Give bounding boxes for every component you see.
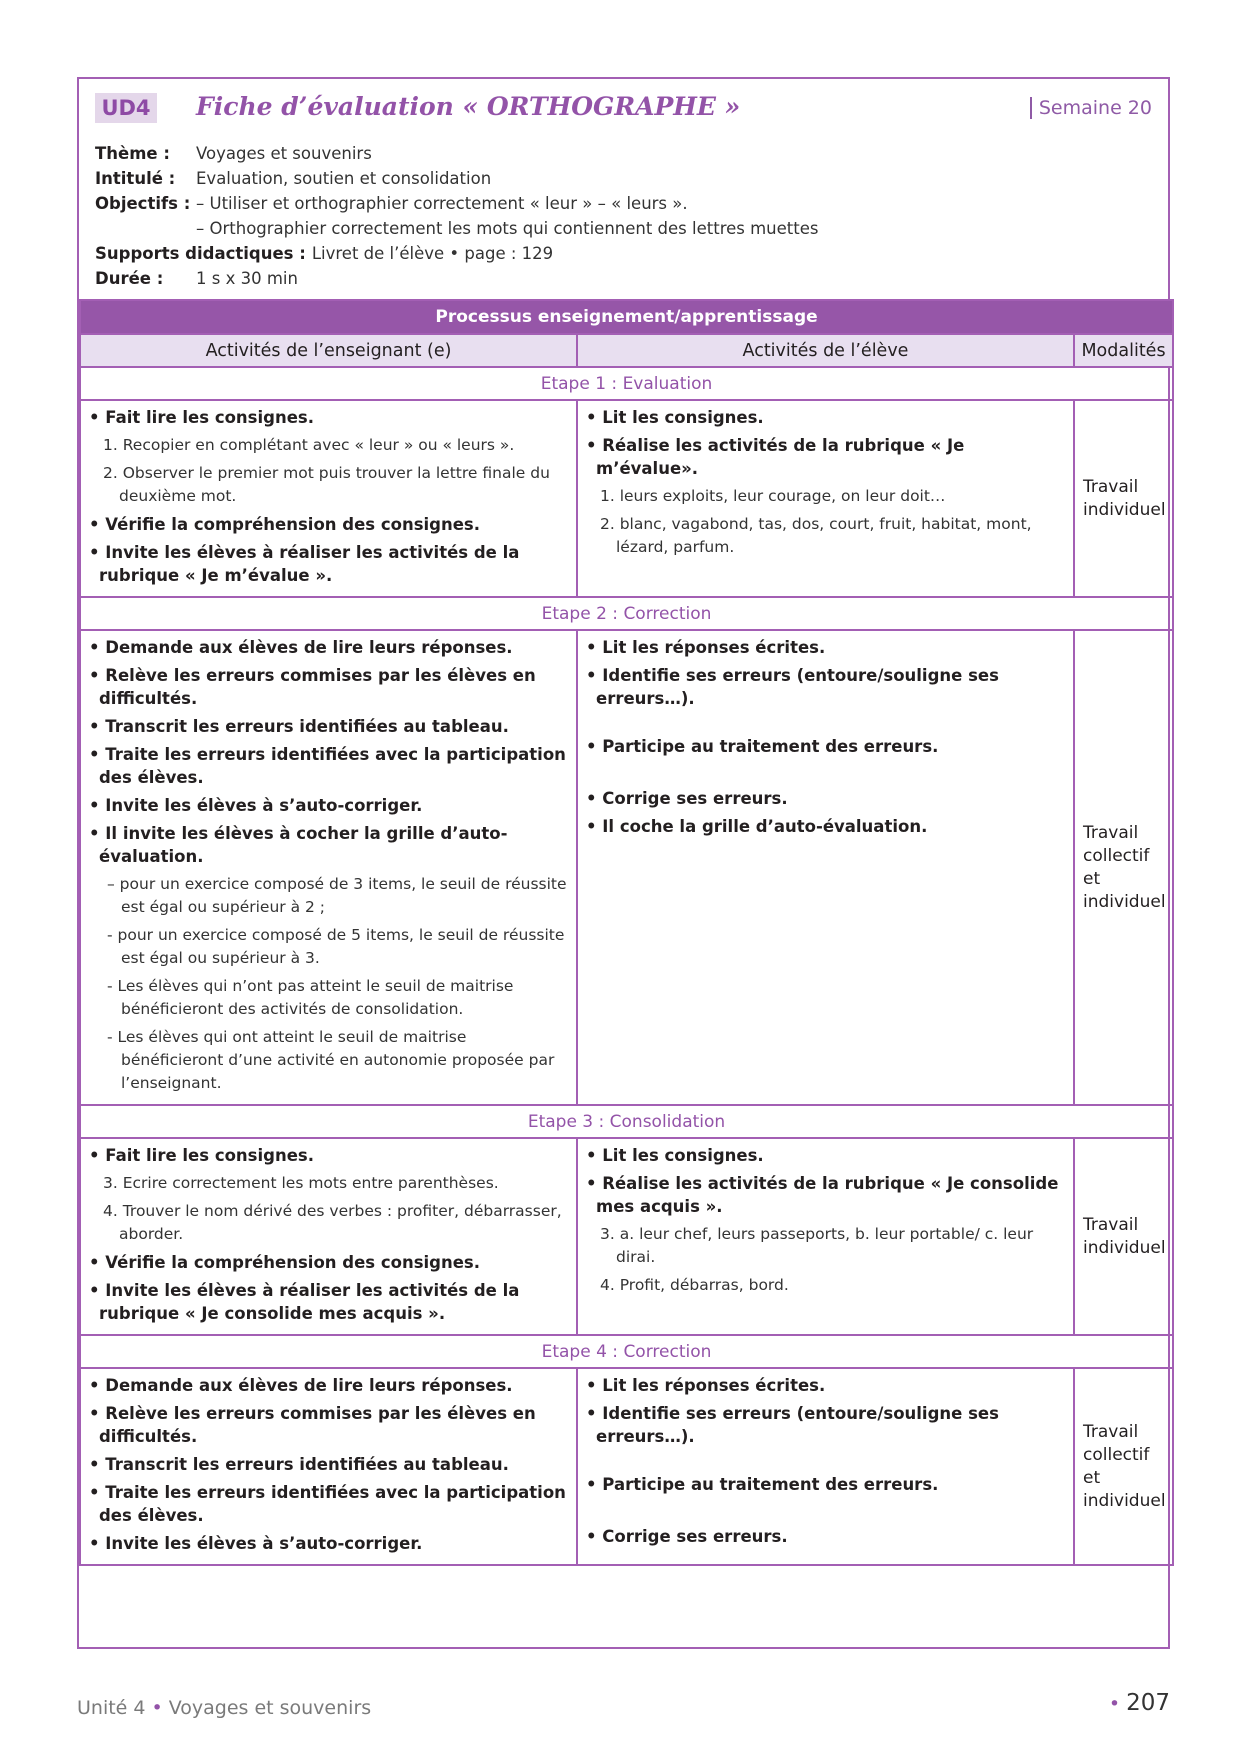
week-label: Semaine 20 xyxy=(1030,97,1152,119)
page-number-bullet: • xyxy=(1108,1693,1121,1715)
activity-item: • Invite les élèves à s’auto-corriger. xyxy=(89,796,423,815)
step-title: Etape 3 : Consolidation xyxy=(80,1105,1173,1138)
criteria-item: - Les élèves qui n’ont pas atteint le seuil de maitrise bénéficieront des activités de consolidation. xyxy=(107,977,514,1018)
spacer xyxy=(586,1453,1065,1473)
footer-unit: Unité 4 xyxy=(77,1697,146,1719)
teacher-activities-cell xyxy=(80,400,577,597)
teacher-activities-cell xyxy=(80,1368,577,1565)
activity-item: • Vérifie la compréhension des consignes. xyxy=(89,515,481,534)
activity-item: • Fait lire les consignes. xyxy=(89,1146,314,1165)
modality-word: Travail xyxy=(1083,1214,1139,1235)
activity-item: • Transcrit les erreurs identifiées au tableau. xyxy=(89,1455,509,1474)
modality-word: Travail xyxy=(1083,1421,1139,1442)
activity-item: • Participe au traitement des erreurs. xyxy=(586,737,939,756)
activity-item: • Participe au traitement des erreurs. xyxy=(586,1475,939,1494)
modality-word: individuel xyxy=(1083,891,1166,912)
criteria-item: - Les élèves qui ont atteint le seuil de maitrise bénéficieront d’une activité en autonomie proposée par l’enseignant. xyxy=(107,1028,555,1092)
modalities-cell xyxy=(1074,630,1173,1105)
modalities-cell xyxy=(1074,400,1173,597)
activity-item: • Corrige ses erreurs. xyxy=(586,789,788,808)
process-title: Processus enseignement/apprentissage xyxy=(80,300,1173,334)
activity-item: • Vérifie la compréhension des consignes. xyxy=(89,1253,481,1272)
activity-item: • Traite les erreurs identifiées avec la participation des élèves. xyxy=(89,745,566,787)
teacher-activities-cell xyxy=(80,630,577,1105)
activity-item: • Corrige ses erreurs. xyxy=(586,1527,788,1546)
activity-item: • Relève les erreurs commises par les élèves en difficultés. xyxy=(89,666,536,708)
exercise-item: 4. Trouver le nom dérivé des verbes : profiter, débarrasser, aborder. xyxy=(103,1202,562,1243)
col-header-modalities: Modalités xyxy=(1074,334,1173,367)
activity-item: • Il invite les élèves à cocher la grille d’auto-évaluation. xyxy=(89,824,508,866)
modality-word: individuel xyxy=(1083,499,1166,520)
activity-item: • Fait lire les consignes. xyxy=(89,408,314,427)
modality-word: individuel xyxy=(1083,1237,1166,1258)
activity-item: • Lit les consignes. xyxy=(586,408,764,427)
footer-theme: Voyages et souvenirs xyxy=(168,1697,372,1719)
activity-item: • Invite les élèves à s’auto-corriger. xyxy=(89,1534,423,1553)
exercise-item: 1. leurs exploits, leur courage, on leur doit… xyxy=(600,487,946,505)
activity-item: • Lit les consignes. xyxy=(586,1146,764,1165)
objectif-1: – Utiliser et orthographier correctement « leur » – « leurs ». xyxy=(196,194,688,213)
step-title: Etape 2 : Correction xyxy=(80,597,1173,630)
criteria-item: - pour un exercice composé de 5 items, le seuil de réussite est égal ou supérieur à 3. xyxy=(107,926,565,967)
step-title: Etape 1 : Evaluation xyxy=(80,367,1173,400)
activity-item: • Il coche la grille d’auto-évaluation. xyxy=(586,817,928,836)
student-activities-cell xyxy=(577,400,1074,597)
activity-item: • Lit les réponses écrites. xyxy=(586,1376,826,1395)
modality-word: et xyxy=(1083,868,1101,889)
modality-word: individuel xyxy=(1083,1490,1166,1511)
modality-word: collectif xyxy=(1083,1444,1150,1465)
exercise-item: 1. Recopier en complétant avec « leur » ou « leurs ». xyxy=(103,436,515,454)
activity-item: • Réalise les activités de la rubrique « Je consolide mes acquis ». xyxy=(586,1174,1059,1216)
evaluation-sheet xyxy=(77,77,1170,1649)
modality-word: Travail xyxy=(1083,822,1139,843)
activity-item: • Demande aux élèves de lire leurs réponses. xyxy=(89,1376,513,1395)
exercise-item: 4. Profit, débarras, bord. xyxy=(600,1276,789,1294)
exercise-item: 2. Observer le premier mot puis trouver la lettre finale du deuxième mot. xyxy=(103,464,550,505)
intitule-value: Evaluation, soutien et consolidation xyxy=(196,169,492,188)
theme-label: Thème : xyxy=(95,144,170,163)
activity-item: • Demande aux élèves de lire leurs réponses. xyxy=(89,638,513,657)
teacher-activities-cell xyxy=(80,1138,577,1335)
page-number xyxy=(1109,1690,1170,1716)
modality-word: collectif xyxy=(1083,845,1150,866)
col-header-teacher: Activités de l’enseignant (e) xyxy=(80,334,577,367)
sheet-meta xyxy=(95,141,818,291)
spacer xyxy=(586,763,1065,787)
exercise-item: 3. Ecrire correctement les mots entre parenthèses. xyxy=(103,1174,499,1192)
modality-word: Travail xyxy=(1083,476,1139,497)
duree-value: 1 s x 30 min xyxy=(196,269,298,288)
activity-item: • Transcrit les erreurs identifiées au tableau. xyxy=(89,717,509,736)
unit-badge: UD4 xyxy=(95,93,157,123)
activity-item: • Traite les erreurs identifiées avec la participation des élèves. xyxy=(89,1483,566,1525)
col-header-student: Activités de l’élève xyxy=(577,334,1074,367)
activity-item: • Invite les élèves à réaliser les activités de la rubrique « Je m’évalue ». xyxy=(89,543,520,585)
exercise-item: 3. a. leur chef, leurs passeports, b. leur portable/ c. leur dirai. xyxy=(600,1225,1034,1266)
step-title: Etape 4 : Correction xyxy=(80,1335,1173,1368)
modality-word: et xyxy=(1083,1467,1101,1488)
intitule-label: Intitulé : xyxy=(95,169,176,188)
activity-item: • Invite les élèves à réaliser les activités de la rubrique « Je consolide mes acquis ». xyxy=(89,1281,520,1323)
theme-value: Voyages et souvenirs xyxy=(196,144,372,163)
spacer xyxy=(586,1501,1065,1525)
sheet-header xyxy=(79,79,1168,299)
duree-label: Durée : xyxy=(95,269,164,288)
page-title: Fiche d’évaluation « ORTHOGRAPHE » xyxy=(196,92,741,121)
page-number-value: 207 xyxy=(1126,1690,1170,1716)
activity-item: • Relève les erreurs commises par les élèves en difficultés. xyxy=(89,1404,536,1446)
objectifs-label: Objectifs : xyxy=(95,194,191,213)
activity-item: • Identifie ses erreurs (entoure/souligne ses erreurs…). xyxy=(586,666,999,708)
criteria-item: – pour un exercice composé de 3 items, le seuil de réussite est égal ou supérieur à 2 ; xyxy=(107,875,567,916)
modalities-cell xyxy=(1074,1138,1173,1335)
activity-item: • Lit les réponses écrites. xyxy=(586,638,826,657)
page-footer xyxy=(77,1697,371,1719)
spacer xyxy=(586,715,1065,735)
student-activities-cell xyxy=(577,1138,1074,1335)
student-activities-cell xyxy=(577,1368,1074,1565)
process-table xyxy=(79,299,1174,1566)
modalities-cell xyxy=(1074,1368,1173,1565)
exercise-item: 2. blanc, vagabond, tas, dos, court, fruit, habitat, mont, lézard, parfum. xyxy=(600,515,1032,556)
objectif-2: – Orthographier correctement les mots qui contiennent des lettres muettes xyxy=(196,219,819,238)
activity-item: • Identifie ses erreurs (entoure/souligne ses erreurs…). xyxy=(586,1404,999,1446)
supports-value: Livret de l’élève • page : 129 xyxy=(311,244,554,263)
footer-bullet: • xyxy=(151,1697,163,1719)
student-activities-cell xyxy=(577,630,1074,1105)
supports-label: Supports didactiques : xyxy=(95,244,306,263)
activity-item: • Réalise les activités de la rubrique « Je m’évalue». xyxy=(586,436,965,478)
